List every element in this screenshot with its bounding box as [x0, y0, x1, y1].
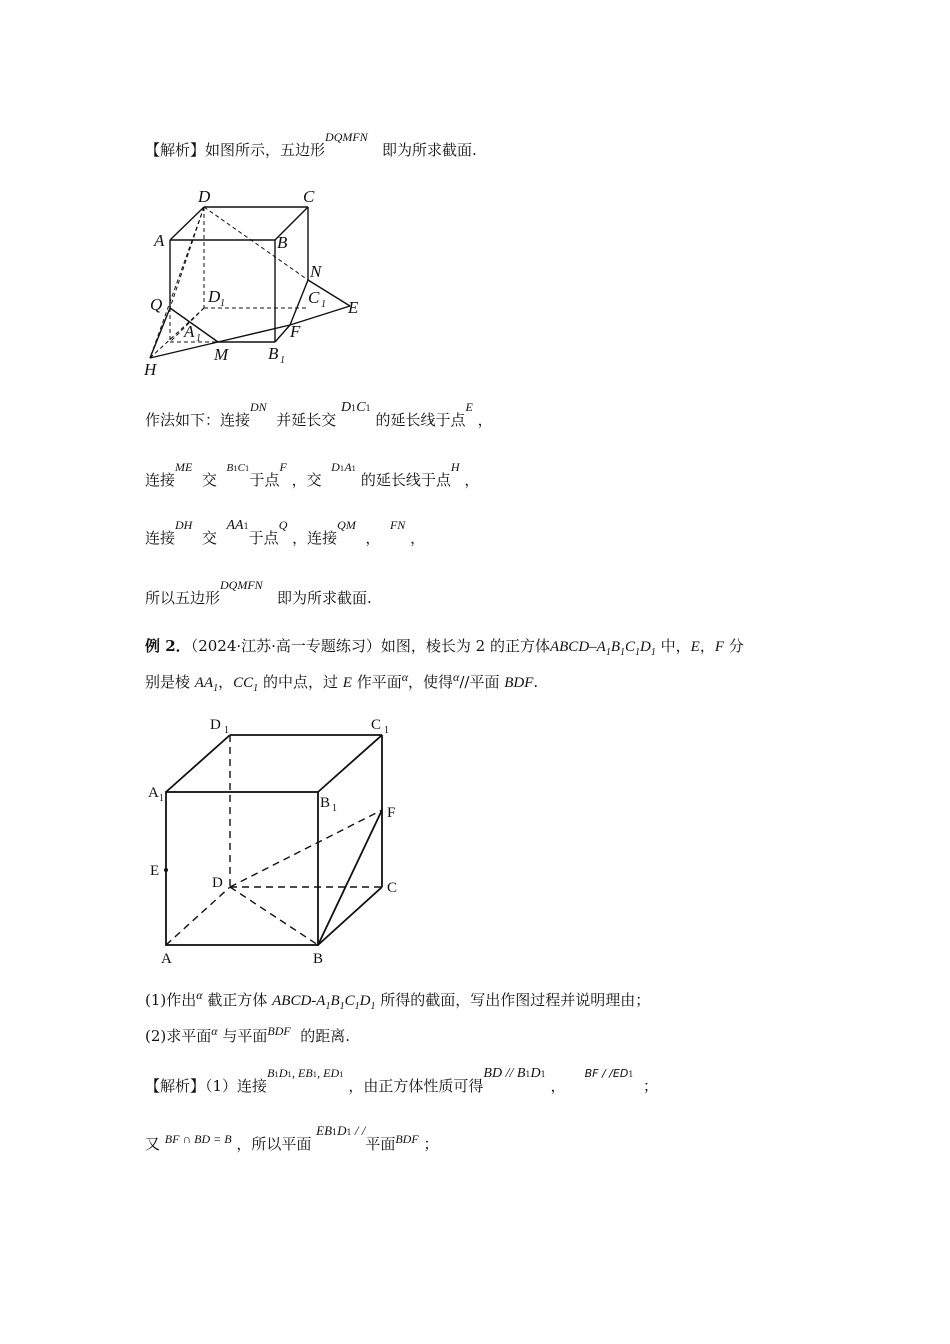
- math: AA: [194, 675, 214, 691]
- math: H: [450, 460, 460, 474]
- text: (1)作出: [145, 991, 197, 1009]
- label-A: A: [161, 951, 172, 967]
- solution-2-line-1: [145, 1066, 658, 1099]
- text: 连接: [145, 471, 176, 489]
- text: (2)求平面: [145, 1027, 212, 1045]
- math: FN: [389, 518, 406, 532]
- label-F: F: [387, 805, 396, 821]
- text: .: [533, 673, 539, 691]
- text: （1）连接: [205, 1077, 268, 1095]
- text: 即为所求截面.: [277, 589, 372, 607]
- math: BDF: [395, 1132, 419, 1146]
- math: C: [624, 639, 635, 655]
- text: 截正方体: [207, 991, 268, 1009]
- text: 的距离.: [300, 1027, 351, 1045]
- math: DQMFN: [325, 130, 368, 144]
- math: α: [453, 670, 460, 684]
- text: 所得的截面，写出作图过程并说明理由；: [380, 991, 651, 1009]
- math: QM: [337, 518, 356, 532]
- text: 于点: [249, 471, 280, 489]
- math: DQMFN: [220, 578, 263, 592]
- label-D1: D: [210, 717, 221, 733]
- math: ABCD-A: [272, 993, 326, 1009]
- text: ，: [699, 637, 715, 655]
- text: 即为所求截面.: [382, 141, 477, 159]
- label-B1: B: [268, 344, 279, 363]
- label-C: C: [303, 187, 315, 206]
- label-E: E: [348, 298, 359, 317]
- text: ；: [423, 1135, 439, 1153]
- text: 又: [145, 1135, 161, 1153]
- text: ，由正方体性质可得: [348, 1077, 484, 1095]
- math: 1: [339, 1001, 345, 1012]
- math: Q: [278, 518, 288, 532]
- text: //平面: [459, 673, 500, 691]
- text: 所以五边形: [145, 589, 221, 607]
- label-B1-sub: 1: [280, 355, 285, 366]
- math: BF ∩ BD = B: [164, 1132, 232, 1146]
- text: ；: [642, 1077, 658, 1095]
- text: 如图所示，五边形: [205, 141, 326, 159]
- figure-cube-2: [140, 705, 420, 975]
- text: 平面: [365, 1135, 396, 1153]
- label-A1: A: [184, 322, 195, 341]
- text: ，交: [291, 471, 322, 489]
- text: ，连接: [292, 529, 338, 547]
- math: D1C1: [341, 400, 371, 415]
- math: BD // B1D1: [483, 1066, 546, 1081]
- math: BDF: [267, 1024, 291, 1038]
- text: ，所以平面: [236, 1135, 312, 1153]
- text: ，: [410, 529, 426, 547]
- label-F: F: [290, 322, 301, 341]
- step-line-3: [145, 518, 426, 551]
- math: AA1: [226, 518, 249, 533]
- math: 1: [325, 1001, 331, 1012]
- label-E: E: [150, 863, 160, 879]
- label-A1: A: [148, 785, 159, 801]
- label-B1: B: [320, 795, 331, 811]
- text: 交: [201, 471, 217, 489]
- math: 1: [354, 1001, 360, 1012]
- text: 的中点，过: [262, 673, 338, 691]
- math: α: [196, 988, 203, 1002]
- label-B: B: [277, 233, 288, 252]
- example-2-line-2: [145, 672, 538, 699]
- label-N: N: [310, 262, 322, 281]
- label-Q: Q: [150, 295, 163, 314]
- math: DN: [250, 400, 267, 414]
- math: B1C1: [226, 462, 250, 474]
- text: （2024·江苏·高一专题练习）如图，棱长为 2 的正方体: [190, 637, 550, 655]
- text: 中，: [660, 637, 691, 655]
- math: E: [690, 639, 700, 655]
- math: BF / /ED1: [584, 1067, 634, 1080]
- figure-cube-section-1: [140, 180, 380, 380]
- label-M: M: [214, 345, 229, 364]
- math: 1: [213, 683, 219, 694]
- solution-1-line: [145, 130, 477, 161]
- math: B: [610, 639, 620, 655]
- question-2: [145, 1026, 350, 1047]
- label-A1-sub: 1: [159, 793, 164, 804]
- label-D: D: [212, 875, 223, 891]
- math: 1: [605, 647, 611, 658]
- text: 分: [728, 637, 744, 655]
- text: ，: [464, 471, 480, 489]
- math: 1: [619, 647, 625, 658]
- label-A: A: [154, 231, 165, 250]
- math: ME: [175, 460, 193, 474]
- label-D1: D: [208, 287, 221, 306]
- text: ，: [218, 673, 234, 691]
- text: ，: [550, 1077, 566, 1095]
- text: 连接: [145, 529, 176, 547]
- math: α: [211, 1024, 218, 1038]
- math: E: [342, 675, 352, 691]
- math: D: [359, 993, 371, 1009]
- math: B1D1, EB1, ED1: [267, 1066, 344, 1080]
- text: 的延长线于点: [360, 471, 451, 489]
- analysis-bracket: 【解析】: [145, 141, 206, 159]
- label-C1-sub: 1: [384, 725, 389, 736]
- math: 1: [253, 683, 259, 694]
- text: 别是棱: [145, 673, 191, 691]
- math: D1A1: [331, 460, 357, 474]
- math: 1: [650, 647, 656, 658]
- solution-2-line-2: [145, 1123, 439, 1157]
- label-D1-sub: 1: [220, 298, 225, 309]
- label-C1-sub: 1: [321, 299, 326, 310]
- math: BDF: [504, 675, 534, 691]
- question-1: [145, 990, 650, 1017]
- math: 1: [370, 1001, 376, 1012]
- math: F: [279, 460, 287, 474]
- math: DH: [175, 518, 193, 532]
- text: 于点: [248, 529, 279, 547]
- math: D: [640, 639, 651, 655]
- math: 1: [635, 647, 640, 658]
- step-line-1: [145, 400, 493, 433]
- math: C: [344, 993, 355, 1009]
- text: ，: [477, 411, 493, 429]
- label-C1: C: [371, 717, 382, 733]
- math: CC: [233, 675, 254, 691]
- label-D1-sub: 1: [224, 725, 229, 736]
- label-C: C: [387, 880, 398, 896]
- text: ，使得: [408, 673, 454, 691]
- text: 的延长线于点: [375, 411, 466, 429]
- math: EB1D1 / /: [316, 1123, 366, 1138]
- text: ．: [175, 637, 191, 655]
- math: ABCD–A: [549, 639, 606, 655]
- label-A1-sub: 1: [196, 333, 201, 344]
- math: B: [330, 993, 340, 1009]
- analysis-bracket: 【解析】: [145, 1077, 206, 1095]
- label-H: H: [144, 360, 157, 379]
- text: 交: [201, 529, 217, 547]
- label-B: B: [313, 951, 324, 967]
- example-2-line-1: [145, 636, 744, 663]
- label-C1: C: [308, 288, 320, 307]
- math: E: [465, 400, 473, 414]
- text: 作平面: [356, 673, 402, 691]
- label-B1-sub: 1: [332, 803, 337, 814]
- math: α: [401, 670, 409, 684]
- step-line-4: [145, 578, 372, 609]
- label-D: D: [198, 187, 211, 206]
- text: ，: [365, 529, 381, 547]
- text: 作法如下：连接: [145, 411, 251, 429]
- text: 并延长交: [276, 411, 337, 429]
- math: F: [714, 639, 724, 655]
- text: 与平面: [222, 1027, 268, 1045]
- example-label: 例 2: [145, 637, 176, 655]
- step-line-2: [145, 460, 480, 493]
